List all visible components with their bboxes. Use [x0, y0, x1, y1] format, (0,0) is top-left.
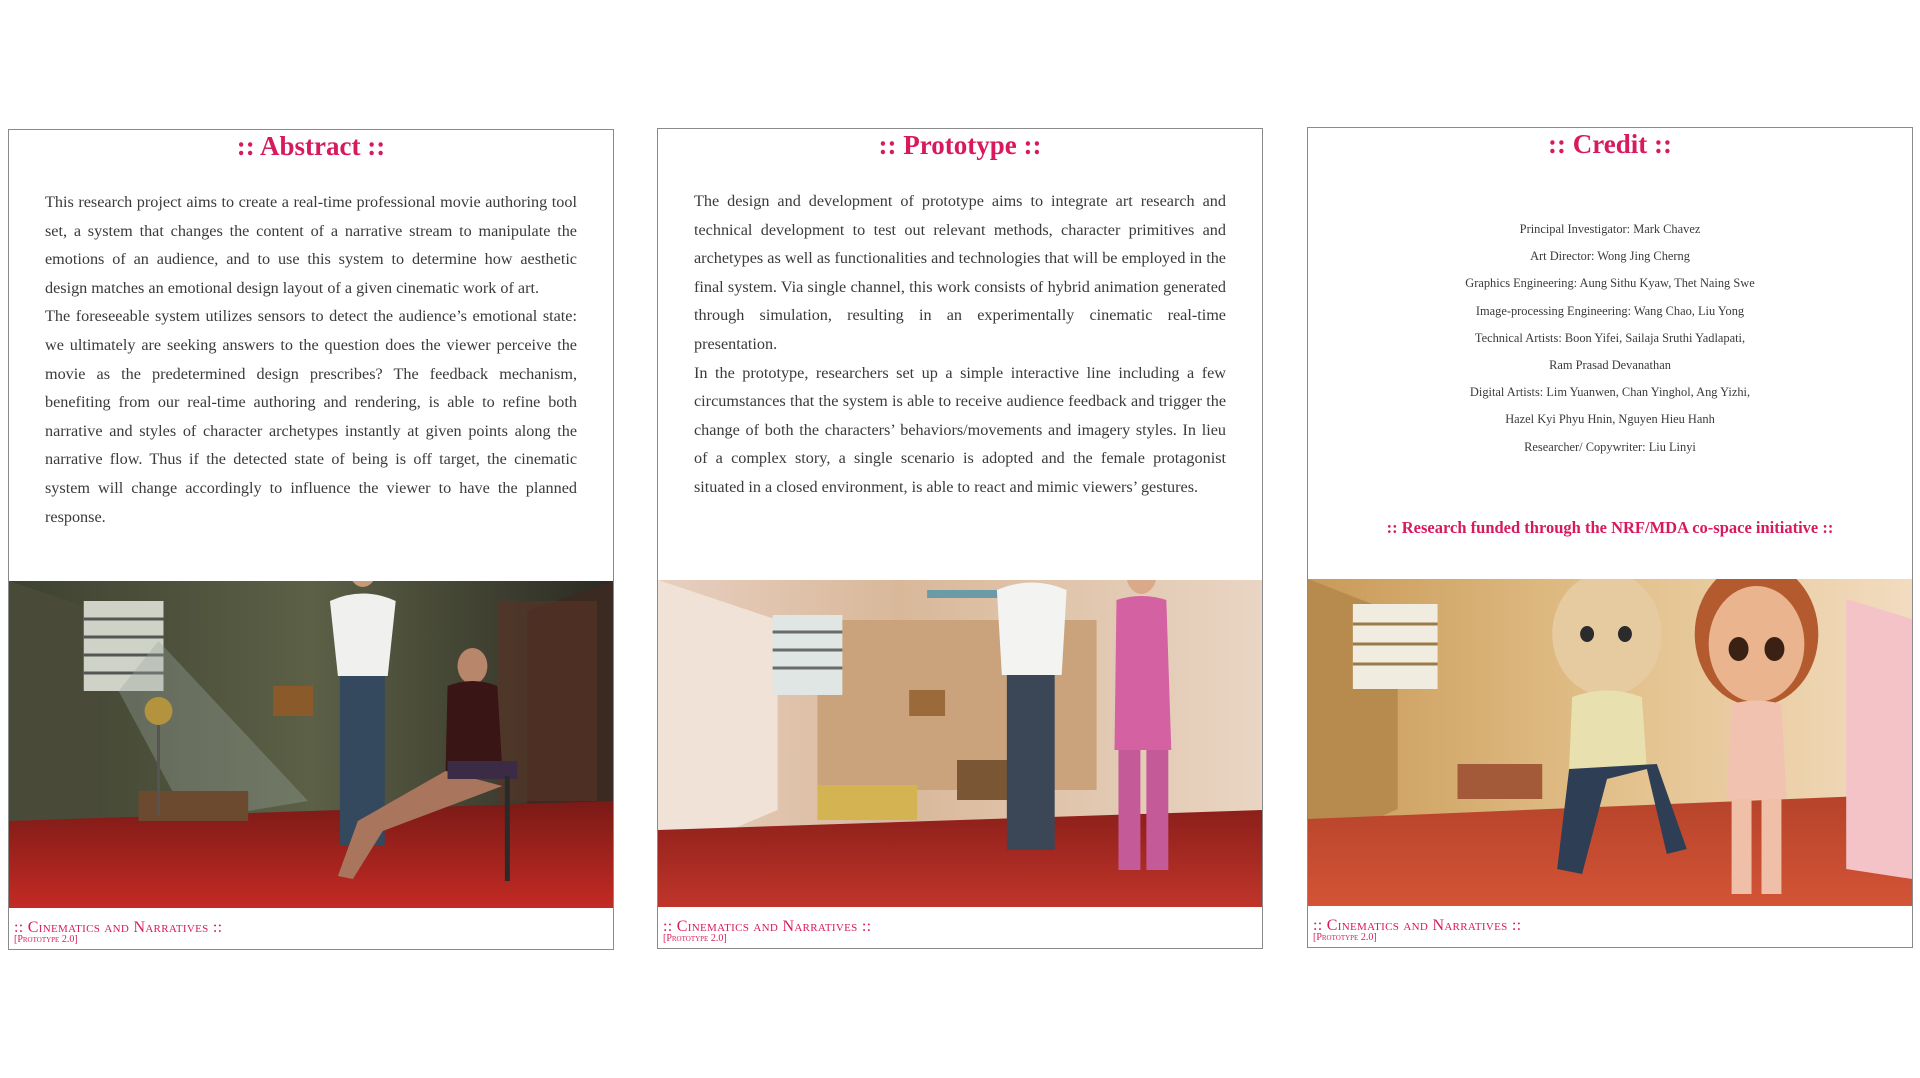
credit-footer-sub: [Prototype 2.0]: [1313, 932, 1377, 943]
prototype-panel: [657, 128, 1263, 949]
credit-line: Principal Investigator: Mark Chavez: [1519, 222, 1701, 236]
prototype-text: [694, 187, 1226, 502]
credit-scene-image: [1308, 579, 1912, 906]
credit-line: Technical Artists: Boon Yifei, Sailaja Sruthi Yadlapati,: [1474, 330, 1746, 345]
funding-note: :: Research funded through the NRF/MDA co-space initiative ::: [1386, 518, 1834, 537]
prototype-footer: [663, 920, 871, 944]
abstract-paragraph-2: The foreseeable system utilizes sensors to detect the audience’s emotional state: we ultimately are seeking answers to the question does the viewer perceive the movie as the predetermined design prescribes? The feedback mechanism, benefiting from our real-time authoring and rendering, is able to refine both narrative and styles of character archetypes instantly at given points along the narrative flow. Thus if the detected state of being is off target, the cinematic system will change accordingly to influence the viewer to have the planned response.: [45, 307, 577, 526]
abstract-footer-main: :: Cinematics and Narratives ::: [14, 919, 223, 936]
prototype-footer-sub: [Prototype 2.0]: [663, 933, 727, 944]
credit-list: [1328, 216, 1892, 461]
prototype-footer-main: :: Cinematics and Narratives ::: [663, 918, 872, 935]
abstract-scene-image: [9, 581, 613, 908]
prototype-paragraph-1: The design and development of prototype aims to integrate art research and technical development to test out relevant methods, character primitives and archetypes as well as functionalities and technologies that will be employed in the final system. Via single channel, this work consists of hybrid animation generated through simulation, resulting in an experimentally cinematic real-time presentation.: [694, 192, 1226, 353]
credit-line: Hazel Kyi Phyu Hnin, Nguyen Hieu Hanh: [1505, 412, 1715, 427]
prototype-title: :: Prototype ::: [878, 130, 1042, 160]
abstract-text: [45, 188, 577, 531]
abstract-footer: [14, 921, 222, 945]
credit-line: Digital Artists: Lim Yuanwen, Chan Yinghol, Ang Yizhi,: [1469, 385, 1751, 400]
abstract-title: :: Abstract ::: [236, 131, 386, 161]
credit-line: Researcher/ Copywriter: Liu Linyi: [1524, 439, 1696, 454]
credit-line: Image-processing Engineering: Wang Chao, Liu Yong: [1475, 303, 1745, 318]
abstract-footer-sub: [Prototype 2.0]: [14, 934, 78, 945]
abstract-panel: [8, 129, 614, 950]
credit-panel: [1307, 127, 1913, 948]
credit-footer-main: :: Cinematics and Narratives ::: [1313, 917, 1522, 934]
credit-line: Art Director: Wong Jing Cherng: [1530, 249, 1690, 264]
credit-title: :: Credit ::: [1548, 129, 1672, 159]
credit-line: Graphics Engineering: Aung Sithu Kyaw, Thet Naing Swe: [1465, 276, 1755, 291]
credit-footer: [1313, 919, 1521, 943]
prototype-scene-image: [658, 580, 1262, 907]
abstract-paragraph-1: This research project aims to create a real-time professional movie authoring tool set, a system that changes the content of a narrative stream to manipulate the emotions of an audience, and to use this system to determine how aesthetic design matches an emotional design layout of a given cinematic work of art.: [45, 193, 577, 297]
prototype-paragraph-2: In the prototype, researchers set up a simple interactive line including a few circumstances that the system is able to receive audience feedback and trigger the change of both the characters’ behaviors/movements and imagery styles. In lieu of a complex story, a single scenario is adopted and the female protagonist situated in a closed environment, is able to react and mimic viewers’ gestures.: [694, 363, 1226, 496]
credit-line: Ram Prasad Devanathan: [1549, 358, 1671, 373]
